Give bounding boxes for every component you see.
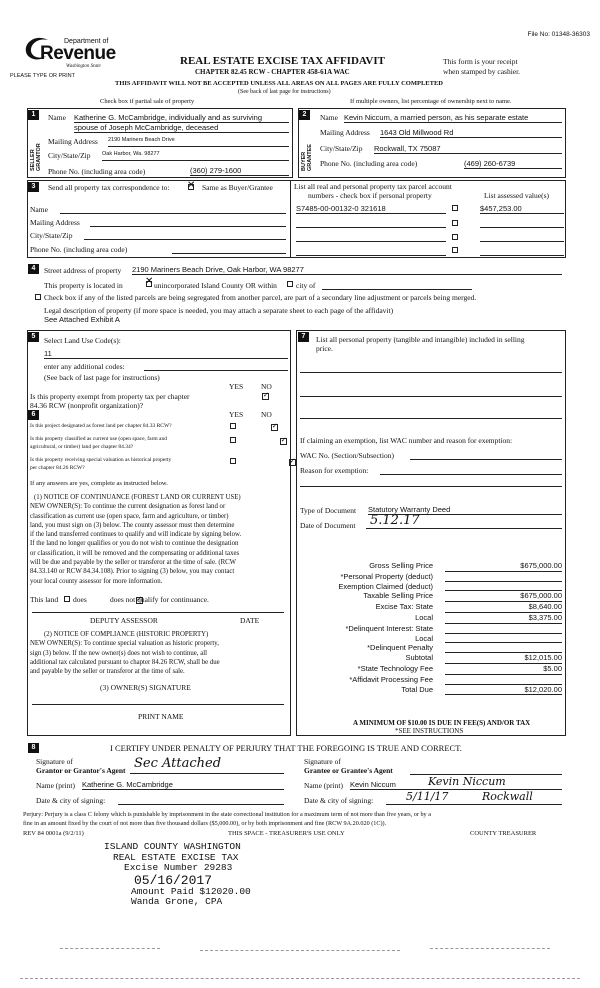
buyer-address-label: Mailing Address: [320, 128, 370, 137]
calc-label: Excise Tax: State: [375, 602, 433, 612]
deputy-date-label: DATE: [240, 616, 260, 625]
calc-label: Total Due: [401, 684, 433, 694]
exemption-label: If claiming an exemption, list WAC number and reason for exemption:: [300, 436, 513, 445]
notice1-line: land, you must sign on (3) below. The county assessor must then determine: [30, 521, 235, 529]
current-use-question-2: agricultural, or timber) land per chapter 84.34?: [30, 444, 134, 450]
grantee-name-label: Name (print): [304, 781, 343, 790]
calc-label: *State Technology Fee: [357, 663, 433, 673]
grantor-sig-label-1: Signature of: [36, 757, 73, 766]
calc-row: [300, 572, 562, 582]
located-text: This property is located in: [44, 281, 123, 290]
notice-compliance: [30, 630, 288, 676]
notice2-line: (2) NOTICE OF COMPLIANCE (HISTORIC PROPERTY): [44, 631, 209, 638]
same-as-buyer-label: Same as Buyer/Grantee: [202, 183, 273, 192]
corr-phone-label: Phone No. (including area code): [30, 245, 128, 254]
form-chapter: CHAPTER 82.45 RCW - CHAPTER 458-61A WAC: [195, 68, 350, 76]
reason-field-2[interactable]: [300, 486, 562, 487]
calc-value[interactable]: $675,000.00: [445, 591, 562, 602]
buyer-grantee-label: BUYER GRANTEE: [301, 144, 313, 171]
dept-state: Washington State: [66, 64, 101, 69]
does-label: does: [73, 595, 87, 604]
parcel-field-1[interactable]: [296, 204, 446, 214]
assessed-header: List assessed value(s): [484, 191, 549, 200]
treasurer-use-only: THIS SPACE - TREASURER'S USE ONLY: [228, 830, 345, 837]
calc-row: [300, 664, 562, 675]
grantee-sig-label-2: Grantee or Grantee's Agent: [304, 766, 393, 775]
section-5-number: 5: [28, 332, 39, 342]
calc-value[interactable]: $12,015.00: [445, 653, 562, 664]
does-not-label: does not qualify for continuance.: [110, 595, 209, 604]
notice1-line: classification as current use (open space, farm and agriculture, or timber): [30, 512, 229, 520]
grantee-handwritten-signature: Kevin Niccum: [428, 775, 506, 788]
deputy-assessor-label: DEPUTY ASSESSOR: [90, 616, 158, 625]
personal-property-label-1: List all personal property (tangible and intangible) included in selling: [316, 335, 525, 344]
calc-label: Local: [415, 612, 433, 622]
scan-artifact-line: [200, 950, 400, 951]
seller-city-field[interactable]: [102, 151, 289, 161]
minimum-due: A MINIMUM OF $10.00 IS DUE IN FEE(S) AND/OR TAX: [353, 719, 531, 727]
doc-date-field[interactable]: [366, 514, 562, 529]
calc-label: *Affidavit Processing Fee: [349, 674, 433, 684]
current-use-no-checkbox[interactable]: [280, 438, 287, 445]
current-use-question-1: Is this property classified as current use (open space, farm and: [30, 436, 167, 442]
doc-type-label: Type of Document: [300, 506, 357, 515]
grantor-name-label: Name (print): [36, 781, 75, 790]
historic-question-2: per chapter 84.26 RCW?: [30, 465, 85, 471]
personal-property-line-3[interactable]: [300, 418, 562, 419]
s6-yes-header: YES: [229, 410, 244, 419]
send-correspondence-label: Send all property tax correspondence to:: [48, 183, 170, 192]
calc-label: Subtotal: [405, 653, 433, 663]
not-accepted: THIS AFFIDAVIT WILL NOT BE ACCEPTED UNLESS ALL AREAS ON ALL PAGES ARE FULLY COMPLETED: [115, 80, 443, 87]
doc-date-label: Date of Document: [300, 521, 356, 530]
notice1-line: 84.33.140 or RCW 84.34.108). Prior to signing (3) below, you may contact: [30, 568, 235, 576]
historic-question-1: Is this property receiving special valuation as historical property: [30, 457, 172, 463]
doc-date-value: 5.12.17: [370, 513, 420, 528]
section-4-number: 4: [28, 264, 39, 274]
parcel-number-value: S7485-00-00132-0 321618: [296, 204, 386, 213]
assessed-field-2[interactable]: [480, 219, 564, 228]
calc-value[interactable]: [445, 634, 562, 644]
multiple-owners: If multiple owners, list percentage of ownership next to name.: [350, 98, 512, 105]
seller-address-field[interactable]: [108, 137, 289, 147]
calc-label: *Personal Property (deduct): [340, 571, 433, 581]
land-use-label: Select Land Use Code(s):: [44, 336, 121, 345]
partial-sale-label: Check box if partial sale of property: [100, 98, 195, 105]
wac-field[interactable]: [410, 451, 562, 460]
buyer-phone-value: (469) 260-6739: [464, 159, 516, 168]
calc-value[interactable]: $8,640.00: [445, 602, 562, 613]
seller-name-value-2: spouse of Joseph McCambridge, deceased: [74, 123, 219, 132]
corr-address-label: Mailing Address: [30, 218, 80, 227]
seller-name-field-2[interactable]: [74, 123, 289, 133]
within-city-checkbox[interactable]: [287, 281, 293, 287]
please-type: PLEASE TYPE OR PRINT: [10, 73, 76, 79]
historic-yes-checkbox[interactable]: [230, 458, 236, 464]
parcel-field-3[interactable]: [296, 233, 446, 242]
street-address-value: 2190 Mariners Beach Drive, Oak Harbor, WA 98277: [132, 265, 304, 274]
seller-name-field[interactable]: [74, 113, 289, 123]
parcel-field-4[interactable]: [296, 247, 446, 256]
stamp-line: Excise Number 29283: [124, 862, 233, 873]
calc-row: [300, 653, 562, 664]
corr-name-label: Name: [30, 205, 48, 214]
grantor-date-label: Date & city of signing:: [36, 796, 106, 805]
street-address-field[interactable]: [132, 265, 562, 275]
section-2-number: 2: [299, 110, 310, 120]
additional-codes-label: enter any additional codes:: [44, 362, 125, 371]
calc-label: Local: [415, 633, 433, 643]
deputy-assessor-line[interactable]: [32, 612, 284, 613]
print-name-label: PRINT NAME: [138, 712, 184, 721]
seller-address-label: Mailing Address: [48, 137, 98, 146]
s5-no-header: NO: [261, 382, 272, 391]
calc-row: [300, 643, 562, 653]
personal-property-line-2[interactable]: [300, 396, 562, 397]
calc-label: Taxable Selling Price: [363, 591, 433, 601]
notice1-line: will be due and payable by the seller or transferor at the time of sale. (RCW: [30, 559, 237, 567]
buyer-name-label: Name: [320, 113, 338, 122]
seller-address-value: 2190 Mariners Beach Drive: [108, 137, 175, 143]
perjury-line-1: Perjury: Perjury is a class C felony which is punishable by imprisonment in the state correctional institution for a maximum term of not more than five years, or by a: [23, 811, 431, 818]
grantee-city-value: Rockwall: [482, 790, 533, 803]
forest-yes-checkbox[interactable]: [230, 423, 236, 429]
see-instructions: *SEE INSTRUCTIONS: [395, 727, 464, 735]
notice2-line: NEW OWNER(S): To continue special valuation as historic property,: [30, 640, 219, 648]
file-number: File No: 01348-36303: [527, 31, 590, 38]
segregated-checkbox[interactable]: [35, 294, 41, 300]
notice1-line: NEW OWNER(S): To continue the current designation as forest land or: [30, 503, 226, 511]
owner-signature-line[interactable]: [32, 704, 284, 705]
unincorporated-label: unincorporated Island County OR within: [154, 281, 277, 290]
dor-logo: [22, 34, 132, 74]
calc-value[interactable]: [445, 572, 562, 582]
buyer-address-field[interactable]: [380, 128, 562, 138]
land-use-value: 11: [44, 349, 52, 358]
seller-grantor-label: SELLER GRANTOR: [30, 143, 42, 171]
section-3-number: 3: [28, 182, 39, 192]
calc-label: *Delinquent Penalty: [367, 643, 433, 653]
stamp-line: Wanda Grone, CPA: [131, 896, 223, 907]
parcel-personal-checkbox-1[interactable]: [452, 205, 458, 211]
land-use-see-back: (See back of last page for instructions): [44, 373, 160, 382]
form-title: REAL ESTATE EXCISE TAX AFFIDAVIT: [180, 55, 385, 67]
segregated-text: Check box if any of the listed parcels are being segregated from another parcel, are part of a secondary line adjustment or parcels being merged.: [44, 293, 477, 302]
notice1-line: if the land transferred continues to qualify and will indicate by signing below.: [30, 531, 242, 539]
reason-field[interactable]: [380, 466, 562, 475]
scan-artifact-line: [430, 948, 550, 949]
notice2-line: additional tax calculated pursuant to chapter 84.26 RCW, shall be due: [30, 658, 220, 666]
does-checkbox[interactable]: [64, 596, 70, 602]
exempt-no-checkbox[interactable]: [262, 393, 269, 400]
seller-phone-label: Phone No. (including area code): [48, 167, 146, 176]
seller-phone-field[interactable]: [190, 166, 289, 176]
calc-value[interactable]: [445, 675, 562, 685]
partial-sale[interactable]: [100, 98, 194, 105]
same-as-buyer-checkbox[interactable]: [188, 182, 194, 191]
calc-row: [300, 613, 562, 624]
personal-property-label-2: price.: [316, 344, 333, 353]
grantee-date-value: 5/11/17: [406, 790, 449, 803]
corr-phone-field[interactable]: [172, 245, 286, 254]
buyer-phone-label: Phone No. (including area code): [320, 159, 418, 168]
calc-label: Exemption Claimed (deduct): [338, 581, 433, 591]
grantee-name-value: Kevin Niccum: [350, 780, 396, 789]
section-1-number: 1: [28, 110, 39, 120]
owner-signature-label: (3) OWNER(S) SIGNATURE: [100, 683, 191, 692]
calc-value[interactable]: $3,375.00: [445, 613, 562, 624]
this-land-label: This land: [30, 595, 59, 604]
dept-line1: Department of: [64, 38, 109, 45]
grantor-name-field[interactable]: [82, 780, 284, 790]
same-as-buyer-check-icon: ✕: [187, 180, 196, 192]
grantor-signature-field[interactable]: [130, 756, 284, 774]
seller-phone-value: (360) 279-1600: [190, 166, 242, 175]
stamp-date: 05/16/2017: [134, 872, 213, 888]
notice2-line: sign (3) below. If the new owner(s) does not wish to continue, all: [30, 649, 207, 657]
parcel-personal-checkbox-2[interactable]: [452, 220, 458, 226]
grantee-date-label: Date & city of signing:: [304, 796, 374, 805]
buyer-name-value: Kevin Niccum, a married person, as his separate estate: [344, 113, 529, 122]
calc-row: [300, 602, 562, 613]
buyer-city-value: Rockwall, TX 75087: [374, 144, 441, 153]
buyer-phone-field[interactable]: [464, 159, 562, 169]
calc-row: [300, 591, 562, 602]
notice-continuance: [30, 493, 288, 586]
seller-name-label: Name: [48, 113, 66, 122]
forest-no-checkbox[interactable]: [271, 424, 278, 431]
assessed-field-3[interactable]: [480, 233, 564, 242]
receipt-note-2: when stamped by cashier.: [443, 67, 521, 76]
corr-name-field[interactable]: [60, 205, 286, 214]
perjury-line-2: fine in an amount fixed by the court of not more than five thousand dollars ($5,000.00), or by both imprisonment and fine (RCW 9A.20.020 (1C)).: [23, 820, 387, 827]
calc-row: [300, 685, 562, 696]
buyer-name-field[interactable]: [344, 113, 562, 123]
grantor-date-field[interactable]: [118, 796, 284, 805]
buyer-city-label: City/State/Zip: [320, 144, 363, 153]
calc-row: [300, 624, 562, 634]
assessed-value: $457,253.00: [480, 204, 522, 213]
personal-property-line-1[interactable]: [300, 372, 562, 373]
exempt-question-1: Is this property exempt from property tax per chapter: [30, 392, 190, 401]
s6-no-header: NO: [261, 410, 272, 419]
parcel-field-2[interactable]: [296, 219, 446, 228]
seller-city-label: City/State/Zip: [48, 151, 91, 160]
current-use-yes-checkbox[interactable]: [230, 437, 236, 443]
scan-artifact-line: [20, 978, 580, 979]
notice1-line: (1) NOTICE OF CONTINUANCE (FOREST LAND OR CURRENT USE): [34, 494, 241, 501]
grantee-sig-label-1: Signature of: [304, 757, 341, 766]
notice1-line: If the land no longer qualifies or you do not wish to continue the designation: [30, 540, 239, 548]
grantee-signature-field[interactable]: [410, 766, 562, 775]
seller-name-value: Katherine G. McCambridge, individually and as surviving: [74, 113, 263, 122]
assessed-field-4[interactable]: [480, 247, 564, 256]
grantor-name-value: Katherine G. McCambridge: [82, 780, 173, 789]
notice2-line: and payable by the seller or transferor at the time of sale.: [30, 668, 185, 676]
if-yes-text: If any answers are yes, complete as instructed below.: [30, 480, 168, 487]
calc-value[interactable]: $12,020.00: [445, 685, 562, 696]
calc-value[interactable]: [445, 582, 562, 592]
reason-label: Reason for exemption:: [300, 466, 369, 475]
forest-question: Is this project designated as forest land per chapter 84.33 RCW?: [30, 423, 172, 429]
stamp-line: Amount Paid $12020.00: [131, 885, 251, 897]
grantor-signature-value: Sec Attached: [134, 756, 222, 771]
see-back-instructions: (See back of last page for instructions): [238, 89, 331, 95]
stamp-line: REAL ESTATE EXCISE TAX: [113, 851, 239, 863]
calc-value[interactable]: $5.00: [445, 664, 562, 675]
parcel-header-1: List all real and personal property tax parcel account: [294, 182, 452, 191]
corr-city-field[interactable]: [84, 231, 286, 240]
city-of-label: city of: [296, 281, 316, 290]
receipt-note-1: This form is your receipt: [443, 57, 518, 66]
dept-line2: Revenue: [40, 43, 116, 64]
city-of-field[interactable]: [322, 281, 472, 290]
section-8-number: 8: [28, 743, 39, 753]
calc-row: [300, 582, 562, 592]
corr-address-field[interactable]: [90, 218, 286, 227]
stamp-line: ISLAND COUNTY WASHINGTON: [104, 841, 241, 852]
historic-no-checkbox[interactable]: [289, 459, 296, 466]
corr-city-label: City/State/Zip: [30, 231, 73, 240]
parcel-header-2: numbers - check box if personal property: [308, 191, 432, 200]
s5-yes-header: YES: [229, 382, 244, 391]
additional-codes-field[interactable]: [144, 362, 288, 371]
buyer-address-value: 1643 Old Millwood Rd: [380, 128, 454, 137]
section-7-number: 7: [298, 332, 309, 342]
legal-description-label: Legal description of property (if more space is needed, you may attach a separate sheet to each page of the affidavit): [44, 306, 394, 315]
calc-value[interactable]: [445, 624, 562, 634]
scan-artifact-line: [60, 948, 160, 949]
rev-number: REV 84 0001a (9/2/11): [23, 830, 84, 837]
assessed-field-1[interactable]: [480, 204, 564, 214]
calc-label: Gross Selling Price: [369, 561, 433, 570]
county-treasurer: COUNTY TREASURER: [470, 830, 537, 837]
calc-row: [300, 675, 562, 685]
exempt-question-2: 84.36 RCW (nonprofit organization)?: [30, 401, 144, 410]
calc-value[interactable]: [445, 643, 562, 653]
wac-label: WAC No. (Section/Subsection): [300, 451, 394, 460]
calc-row: [300, 634, 562, 644]
tax-calculation: [300, 561, 562, 695]
seller-city-value: Oak Harbor, Wa. 98277: [102, 151, 160, 157]
calc-label: *Delinquent Interest: State: [345, 623, 433, 633]
certify-statement: I CERTIFY UNDER PENALTY OF PERJURY THAT THE FOREGOING IS TRUE AND CORRECT.: [110, 743, 462, 753]
notice1-line: your local county assessor for more information.: [30, 577, 163, 585]
section-6-number: 6: [28, 410, 39, 420]
doc-type-value: Statutory Warranty Deed: [368, 505, 451, 514]
buyer-city-field[interactable]: [374, 144, 562, 154]
street-address-label: Street address of property: [44, 266, 122, 275]
unincorporated-checkbox[interactable]: ✕: [145, 276, 154, 287]
land-use-field[interactable]: [44, 349, 288, 359]
parcel-personal-checkbox-3[interactable]: [452, 234, 458, 240]
calc-row: [300, 561, 562, 572]
treasurer-stamp: [104, 842, 251, 908]
grantor-sig-label-2: Grantor or Grantor's Agent: [36, 766, 126, 775]
legal-description-value: See Attached Exhibit A: [44, 315, 120, 324]
notice1-line: or classification, it will be removed and the compensating or additional taxes: [30, 549, 240, 557]
parcel-personal-checkbox-4[interactable]: [452, 247, 458, 253]
calc-value[interactable]: $675,000.00: [445, 561, 562, 572]
